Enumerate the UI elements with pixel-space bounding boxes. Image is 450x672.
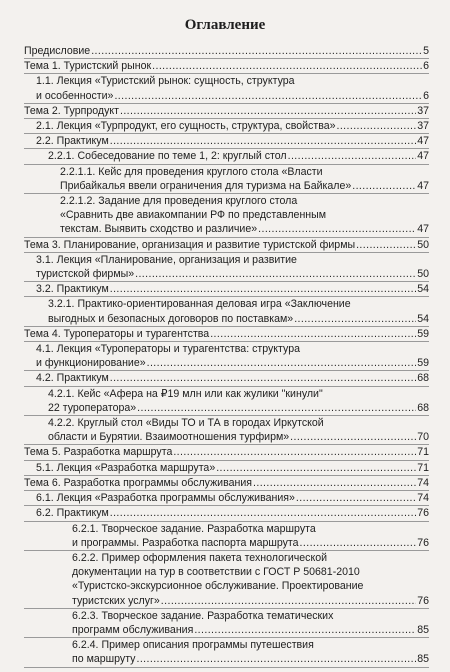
toc-entry-text-line: туристской фирмы» — [36, 268, 135, 281]
page-number: 47 — [417, 150, 429, 163]
page-number: 85 — [417, 623, 429, 636]
toc-entry-text-line: Предисловие — [24, 45, 91, 57]
toc-entry-text-line: 22 туроператора» — [48, 401, 137, 414]
toc-entry-text-line: 4.1. Лекция «Туроператоры и турагентства: структура — [36, 343, 300, 356]
toc-entry-text-line: 3.2.1. Практико-ориентированная деловая игра «Заключение — [48, 298, 351, 311]
toc-entry-text-line: 3.1. Лекция «Планирование, организация и развитие — [36, 253, 297, 266]
dot-leader — [135, 267, 416, 281]
toc-entry-text-line: 2.1. Лекция «Турпродукт, его сущность, структура, свойства» — [36, 120, 336, 133]
toc-entry-text-line: «Сравнить две авиакомпании РФ по представленным — [60, 209, 327, 222]
toc-entry-text-line: 6.2.1. Творческое задание. Разработка маршрута — [72, 522, 316, 535]
dot-leader — [290, 430, 416, 444]
toc-entry-text-line: 2.2.1. Собеседование по теме 1, 2: круглый стол — [48, 150, 287, 163]
page-number: 76 — [417, 536, 429, 549]
toc-entry-text-line: Тема 5. Разработка маршрута — [24, 446, 173, 459]
page-number: 68 — [417, 372, 429, 385]
toc-entry[interactable] — [24, 134, 429, 149]
toc-entry[interactable] — [24, 609, 429, 638]
toc-entry-text-line: 1.1. Лекция «Туристский рынок: сущность, структура — [36, 75, 295, 88]
toc-entry-text-line: «Туристско-экскурсионное обслуживание. Проектирование — [72, 580, 364, 593]
toc-entry-text-line: 4.2.2. Круглый стол «Виды ТО и ТА в городах Иркутской — [48, 417, 324, 430]
page-title: Оглавление — [184, 17, 266, 33]
toc-entry[interactable] — [24, 44, 429, 59]
toc-entry-text-line: документации на тур в соответствии с ГОСТ Р 50681-2010 — [72, 566, 360, 579]
toc-entry-text-line: 2.2. Практикум — [36, 135, 109, 148]
toc-entry-text-line: программ обслуживания — [72, 623, 194, 636]
toc-entry-text-line: 2.2.1.2. Задание для проведения круглого стола — [60, 195, 298, 208]
toc-entry[interactable] — [24, 371, 429, 386]
toc-entry[interactable] — [24, 194, 429, 238]
page-number: 6 — [423, 89, 429, 102]
toc-entry[interactable] — [24, 149, 429, 164]
dot-leader — [110, 506, 416, 520]
toc-entry[interactable] — [24, 416, 429, 445]
dot-leader — [161, 594, 416, 608]
dot-leader — [147, 356, 417, 370]
toc-entry-text-line: 5.1. Лекция «Разработка маршрута» — [36, 461, 216, 474]
page-number: 68 — [417, 401, 429, 414]
toc-entry[interactable] — [24, 74, 429, 103]
dot-leader — [352, 179, 416, 193]
toc-entry[interactable] — [24, 253, 429, 282]
dot-leader — [136, 652, 416, 666]
dot-leader — [216, 461, 416, 475]
dot-leader — [288, 149, 417, 163]
dot-leader — [258, 222, 416, 236]
toc-entry-text-line: 6.2.4. Пример описания программы путешествия — [72, 639, 314, 652]
toc-entry-text-line: Тема 4. Туроператоры и турагентства — [24, 327, 210, 340]
toc-entry[interactable] — [24, 445, 429, 460]
toc-entry[interactable] — [24, 104, 429, 119]
page-number: 76 — [417, 507, 429, 520]
page-number: 37 — [417, 104, 429, 117]
toc-entry[interactable] — [24, 342, 429, 371]
toc-entry-text-line: Прибайкалья ввели ограничения для туризма на Байкале» — [60, 179, 352, 192]
dot-leader — [356, 238, 416, 252]
toc-entry[interactable] — [24, 119, 429, 134]
toc-entry[interactable] — [24, 476, 429, 491]
toc-entry-text-line: 6.1. Лекция «Разработка программы обслуживания» — [36, 492, 295, 505]
toc-entry[interactable] — [24, 59, 429, 74]
dot-leader — [296, 491, 416, 505]
toc-entry-text-line: Тема 1. Туристский рынок — [24, 60, 152, 73]
toc-entry[interactable] — [24, 491, 429, 506]
dot-leader — [120, 104, 416, 118]
toc-entry[interactable] — [24, 387, 429, 416]
page-number: 54 — [417, 312, 429, 325]
dot-leader — [114, 89, 422, 103]
page-number: 85 — [417, 653, 429, 666]
dot-leader — [253, 476, 416, 490]
toc-entry[interactable] — [24, 638, 429, 667]
dot-leader — [91, 44, 422, 58]
dot-leader — [110, 371, 416, 385]
page-number: 71 — [417, 446, 429, 459]
page-number: 47 — [417, 135, 429, 148]
dot-leader — [337, 119, 417, 133]
page-number: 76 — [417, 594, 429, 607]
toc-entry[interactable] — [24, 238, 429, 253]
page-number: 71 — [417, 461, 429, 474]
toc-entry-text-line: туристских услуг» — [72, 594, 160, 607]
dot-leader — [173, 445, 416, 459]
toc-entry-text-line: Тема 3. Планирование, организация и развитие туристской фирмы — [24, 238, 356, 251]
page-number: 59 — [417, 357, 429, 370]
dot-leader — [110, 134, 416, 148]
page-number: 54 — [417, 283, 429, 296]
table-of-contents — [24, 44, 429, 668]
dot-leader — [110, 282, 416, 296]
toc-entry-text-line: текстам. Выявить сходство и различие» — [60, 223, 258, 236]
page-number: 47 — [417, 179, 429, 192]
page-number: 6 — [423, 60, 429, 73]
toc-entry[interactable] — [24, 297, 429, 326]
page-number: 50 — [417, 268, 429, 281]
page-number: 47 — [417, 223, 429, 236]
page-number: 50 — [417, 238, 429, 251]
toc-entry[interactable] — [24, 506, 429, 521]
page-number: 70 — [417, 431, 429, 444]
toc-entry[interactable] — [24, 327, 429, 342]
toc-entry-text-line: области и Бурятии. Взаимоотношения турфирм» — [48, 431, 290, 444]
toc-entry-text-line: 2.2.1.1. Кейс для проведения круглого стола «Власти — [60, 165, 323, 178]
page-number: 59 — [417, 327, 429, 340]
toc-entry-text-line: по маршруту — [72, 653, 136, 666]
toc-entry-text-line: 4.2.1. Кейс «Афера на ₽19 млн или как жулики "кинули" — [48, 387, 323, 400]
toc-entry-text-line: и функционирование» — [36, 357, 146, 370]
toc-entry-text-line: Тема 2. Турпродукт — [24, 104, 119, 117]
page-number: 74 — [417, 492, 429, 505]
toc-entry[interactable] — [24, 551, 429, 609]
dot-leader — [210, 327, 416, 341]
toc-entry-text-line: Тема 6. Разработка программы обслуживания — [24, 476, 253, 489]
dot-leader — [294, 312, 416, 326]
toc-entry-text-line: 6.2.3. Творческое задание. Разработка тематических — [72, 609, 334, 622]
toc-entry-text-line: выгодных и безопасных договоров по поставкам» — [48, 312, 294, 325]
page-number: 74 — [417, 476, 429, 489]
toc-entry-text-line: 4.2. Практикум — [36, 372, 109, 385]
toc-entry-text-line: 6.2. Практикум — [36, 507, 109, 520]
dot-leader — [152, 59, 422, 73]
page-number: 37 — [417, 120, 429, 133]
toc-entry[interactable] — [24, 282, 429, 297]
page-number: 5 — [423, 45, 429, 57]
dot-leader — [137, 401, 416, 415]
dot-leader — [300, 536, 417, 550]
toc-entry-text-line: 3.2. Практикум — [36, 283, 109, 296]
toc-entry-text-line: и программы. Разработка паспорта маршрута — [72, 536, 299, 549]
toc-entry[interactable] — [24, 461, 429, 476]
toc-entry-text-line: и особенности» — [36, 89, 114, 102]
toc-entry[interactable] — [24, 522, 429, 551]
toc-entry[interactable] — [24, 165, 429, 194]
dot-leader — [194, 623, 416, 637]
toc-entry-text-line: 6.2.2. Пример оформления пакета технологической — [72, 551, 328, 564]
